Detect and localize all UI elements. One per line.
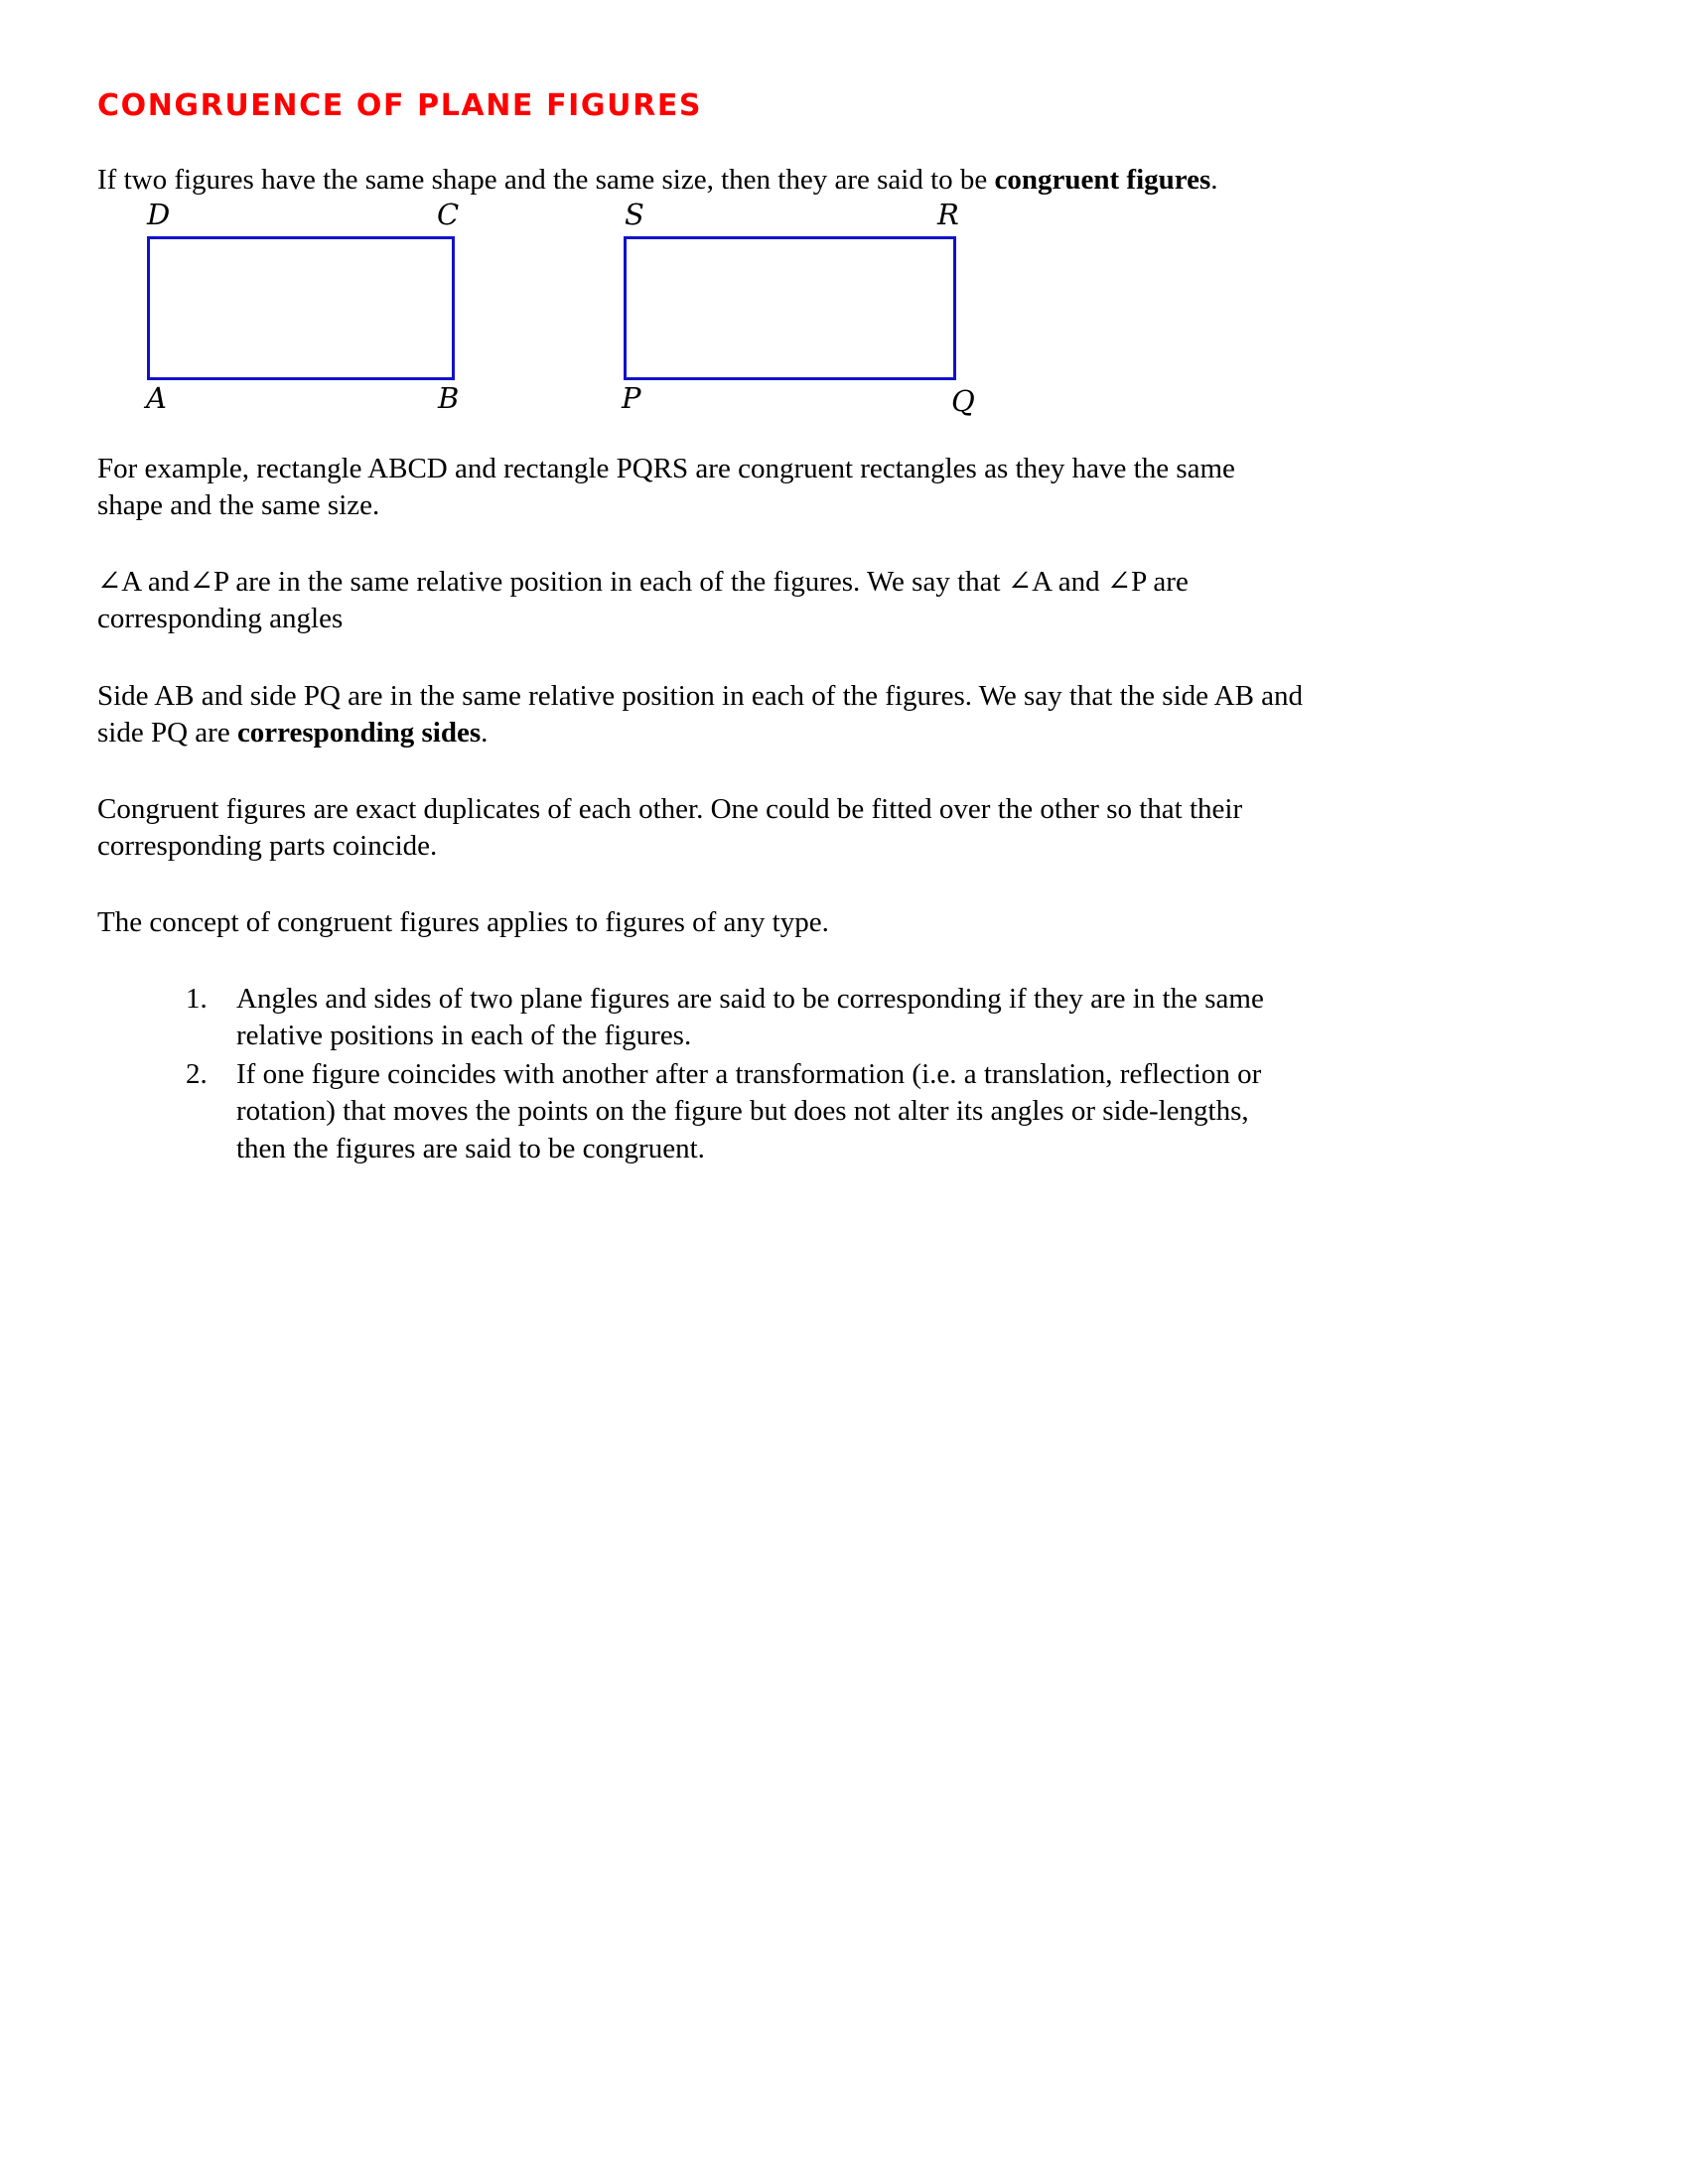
vertex-label-s: S [625, 198, 644, 232]
sides-text-bold: corresponding sides [236, 716, 482, 749]
spacer [97, 122, 1304, 162]
any-type-paragraph: The concept of congruent figures applies to figures of any type. [97, 905, 829, 938]
vertex-label-p: P [622, 381, 641, 416]
spacer [97, 399, 1304, 451]
intro-text-lead: If two figures have the same shape and the same size, then they are said to be [97, 164, 995, 196]
key-points-list [97, 981, 1304, 1167]
sides-text-lead: Side AB and side PQ are in the same relative position in each of the figures. We say that the side AB and side PQ are [97, 679, 1304, 749]
spacer [97, 865, 1304, 904]
example-paragraph: For example, rectangle ABCD and rectangle PQRS are congruent rectangles as they have the same shape and the same size. [97, 453, 1235, 522]
intro-text-bold: congruent figures [994, 164, 1211, 196]
intro-text-tail: . [1210, 164, 1218, 196]
vertex-label-c: C [437, 198, 460, 232]
vertex-label-d: D [147, 198, 171, 232]
congruent-rectangles-figure [97, 198, 1304, 419]
list-item-text: If one figure coincides with another after a transformation (i.e. a translation, reflection or rotation) that moves the points on the figure but does not alter its angles or side-lengths, then the figures are said to be congruent. [236, 1058, 1262, 1164]
vertex-label-r: R [937, 198, 959, 232]
corresponding-angles-paragraph: ∠A and∠P are in the same relative position in each of the figures. We say that ∠A and ∠P are corresponding angles [97, 566, 1189, 635]
page-title: CONGRUENCE OF PLANE FIGURES [97, 88, 703, 123]
spacer [97, 524, 1304, 564]
sides-text-tail: . [481, 716, 489, 749]
list-item [214, 1056, 1304, 1166]
exact-duplicates-paragraph: Congruent figures are exact duplicates of each other. One could be fitted over the other so that their corresponding parts coincide. [97, 792, 1243, 862]
corresponding-sides-paragraph [97, 678, 1304, 751]
vertex-label-a: A [146, 381, 167, 416]
rectangle-pqrs-shape [624, 236, 956, 380]
intro-paragraph [97, 162, 1304, 199]
spacer [97, 941, 1304, 981]
spacer [97, 751, 1304, 791]
vertex-label-b: B [438, 381, 460, 416]
document-content [97, 89, 1304, 1169]
spacer [97, 638, 1304, 678]
vertex-label-q: Q [951, 384, 975, 419]
rectangle-abcd-shape [147, 236, 455, 380]
list-item-text: Angles and sides of two plane figures are said to be corresponding if they are in the same relative positions in each of the figures. [236, 983, 1264, 1052]
list-item [214, 981, 1304, 1054]
